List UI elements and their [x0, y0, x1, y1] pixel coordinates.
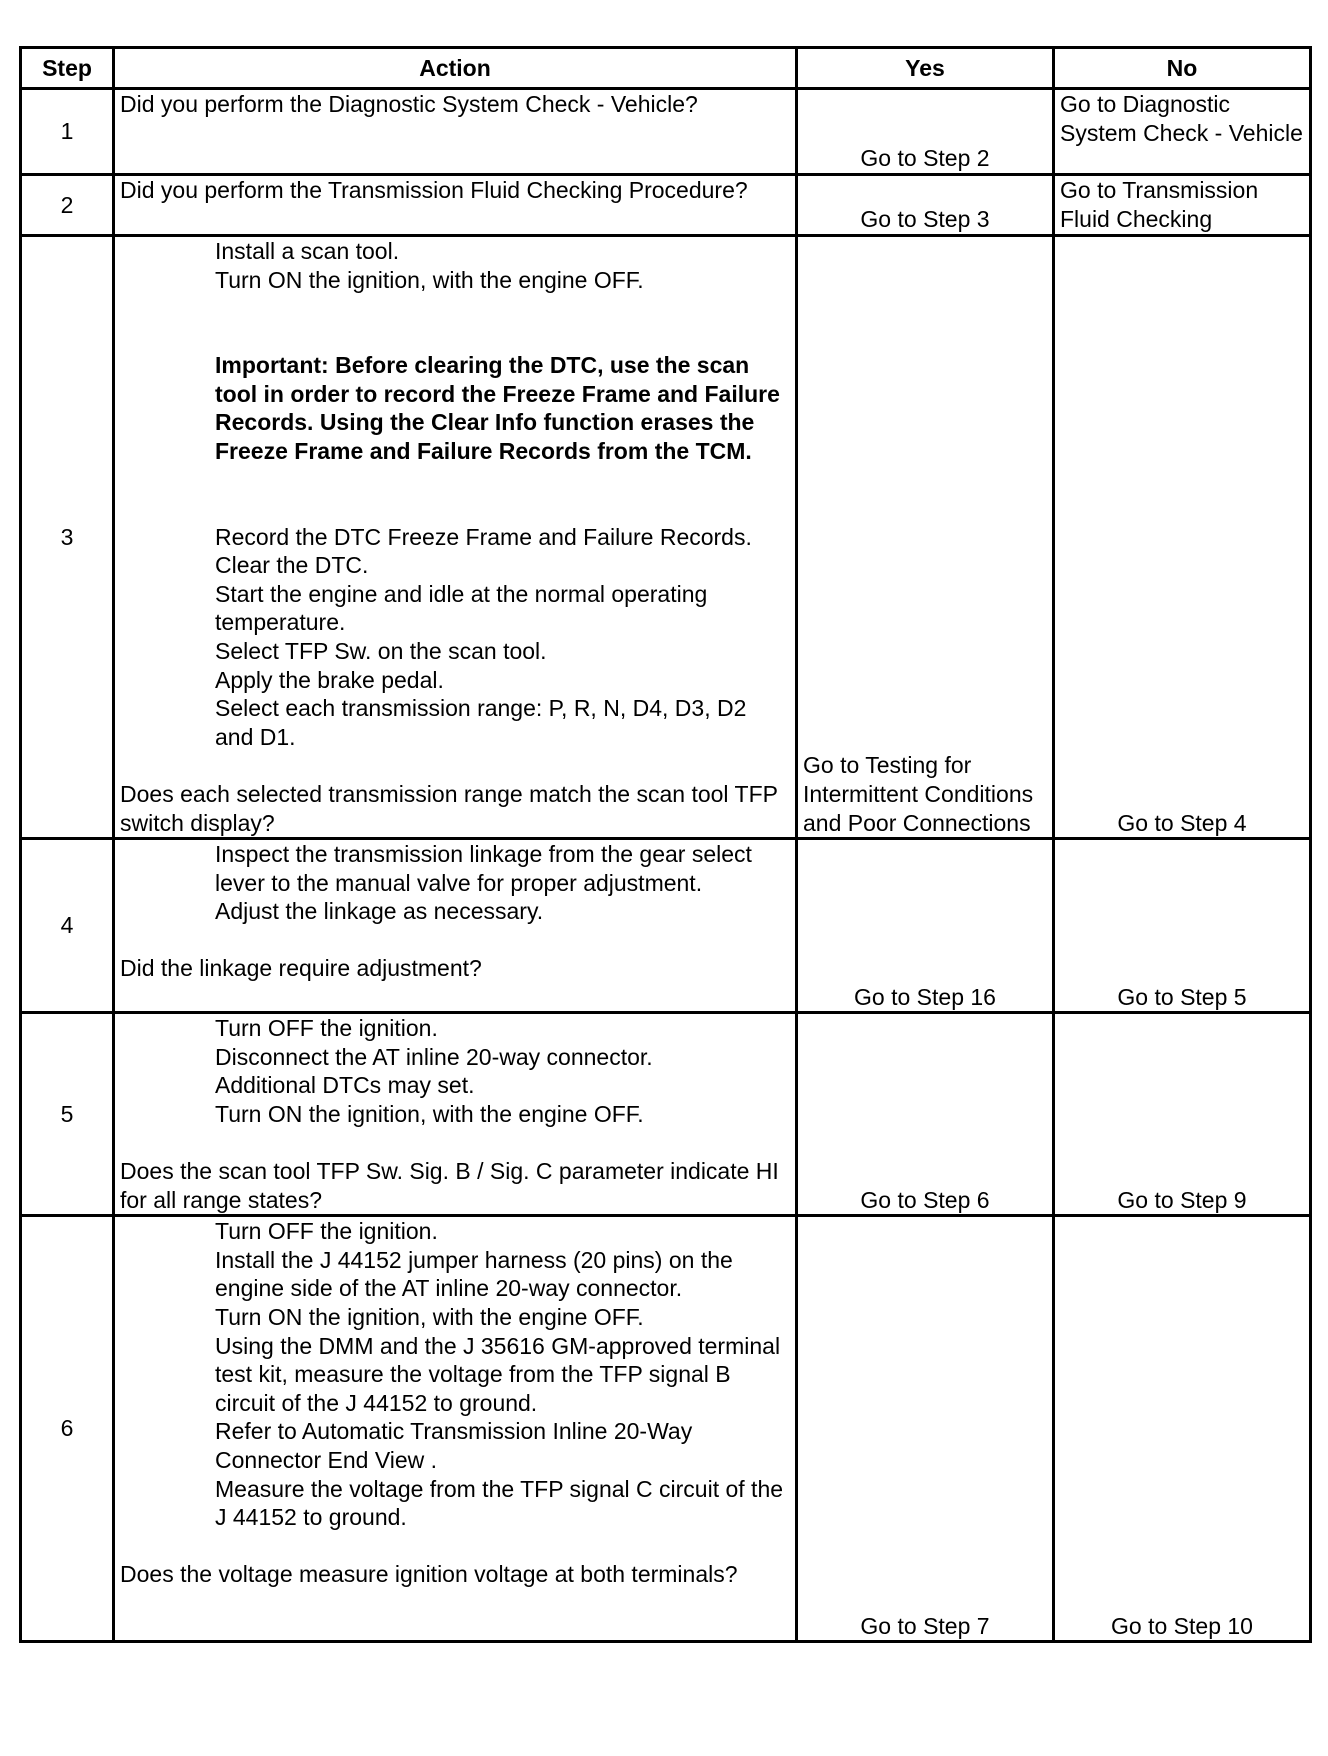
- table-row-step-3: [21, 236, 1311, 839]
- no-result: Go to Transmission Fluid Checking: [1054, 175, 1311, 236]
- action-line: Turn OFF the ignition.: [215, 1218, 438, 1245]
- action-line: Disconnect the AT inline 20-way connector.: [215, 1043, 653, 1070]
- no-result: Go to Step 10: [1054, 1216, 1311, 1642]
- action-cell: [114, 236, 797, 839]
- action-steps: [120, 1014, 790, 1128]
- table-row-step-2: [21, 175, 1311, 236]
- action-line: Inspect the transmission linkage from the gear select lever to the manual valve for proper adjustment.: [215, 841, 752, 896]
- header-no: No: [1054, 48, 1311, 89]
- action-cell: [114, 1216, 797, 1642]
- no-result: Go to Step 5: [1054, 839, 1311, 1013]
- no-result: Go to Step 4: [1054, 236, 1311, 839]
- header-action: Action: [114, 48, 797, 89]
- action-line: Turn ON the ignition, with the engine OFF.: [215, 1304, 644, 1331]
- action-line: Adjust the linkage as necessary.: [215, 898, 544, 925]
- table-row-step-1: [21, 89, 1311, 175]
- diagnostic-table: [19, 46, 1312, 1643]
- action-line: Start the engine and idle at the normal operating temperature.: [215, 580, 708, 636]
- action-question: Did you perform the Diagnostic System Check - Vehicle?: [114, 89, 797, 175]
- header-yes: Yes: [797, 48, 1054, 89]
- yes-result: Go to Step 6: [797, 1013, 1054, 1216]
- action-cell: [114, 839, 797, 1013]
- action-line: Record the DTC Freeze Frame and Failure Records.: [215, 523, 752, 550]
- step-number: 2: [21, 175, 114, 236]
- action-line: Turn ON the ignition, with the engine OFF.: [215, 266, 644, 293]
- action-line: Clear the DTC.: [215, 552, 369, 579]
- action-line: Additional DTCs may set.: [215, 1072, 475, 1099]
- table-row-step-5: [21, 1013, 1311, 1216]
- action-line: Turn OFF the ignition.: [215, 1015, 438, 1042]
- yes-result: Go to Step 3: [797, 175, 1054, 236]
- action-line: Install a scan tool.: [215, 238, 400, 264]
- table-row-step-6: [21, 1216, 1311, 1642]
- action-line: Select TFP Sw. on the scan tool.: [215, 637, 547, 664]
- important-note: Important: Before clearing the DTC, use the scan tool in order to record the Freeze Frame and Failure Records. Using the Clear Info function erases the Freeze Frame and Failure Records from the TCM.: [215, 352, 780, 464]
- header-row: [21, 48, 1311, 89]
- step-number: 1: [21, 89, 114, 175]
- action-question: Does the scan tool TFP Sw. Sig. B / Sig. C parameter indicate HI for all range states?: [120, 1158, 779, 1213]
- step-number: 4: [21, 839, 114, 1013]
- action-steps: [120, 840, 790, 926]
- action-cell: [114, 1013, 797, 1216]
- header-step: Step: [21, 48, 114, 89]
- action-question: Did you perform the Transmission Fluid Checking Procedure?: [114, 175, 797, 236]
- yes-result: Go to Step 16: [797, 839, 1054, 1013]
- yes-result: Go to Testing for Intermittent Conditions and Poor Connections: [797, 236, 1054, 839]
- action-line: Apply the brake pedal.: [215, 666, 444, 693]
- action-line: Install the J 44152 jumper harness (20 pins) on the engine side of the AT inline 20-way connector.: [215, 1246, 733, 1302]
- action-question: Does each selected transmission range match the scan tool TFP switch display?: [120, 780, 778, 836]
- action-line: Using the DMM and the J 35616 GM-approved terminal test kit, measure the voltage from the TFP signal B circuit of the J 44152 to ground.: [215, 1332, 781, 1416]
- step-number: 5: [21, 1013, 114, 1216]
- action-steps: [120, 1217, 790, 1532]
- action-line: Measure the voltage from the TFP signal C circuit of the J 44152 to ground.: [215, 1475, 784, 1531]
- action-question: Did the linkage require adjustment?: [120, 955, 482, 982]
- no-result: Go to Diagnostic System Check - Vehicle: [1054, 89, 1311, 175]
- yes-result: Go to Step 2: [797, 89, 1054, 175]
- no-result: Go to Step 9: [1054, 1013, 1311, 1216]
- action-line: Refer to Automatic Transmission Inline 20-Way Connector End View .: [215, 1418, 693, 1473]
- action-line: Select each transmission range: P, R, N, D4, D3, D2 and D1.: [215, 695, 747, 750]
- step-number: 3: [21, 236, 114, 839]
- step-number: 6: [21, 1216, 114, 1642]
- action-steps: [120, 237, 790, 751]
- table-row-step-4: [21, 839, 1311, 1013]
- action-line: Turn ON the ignition, with the engine OFF.: [215, 1100, 644, 1127]
- action-question: Does the voltage measure ignition voltage at both terminals?: [120, 1561, 738, 1588]
- yes-result: Go to Step 7: [797, 1216, 1054, 1642]
